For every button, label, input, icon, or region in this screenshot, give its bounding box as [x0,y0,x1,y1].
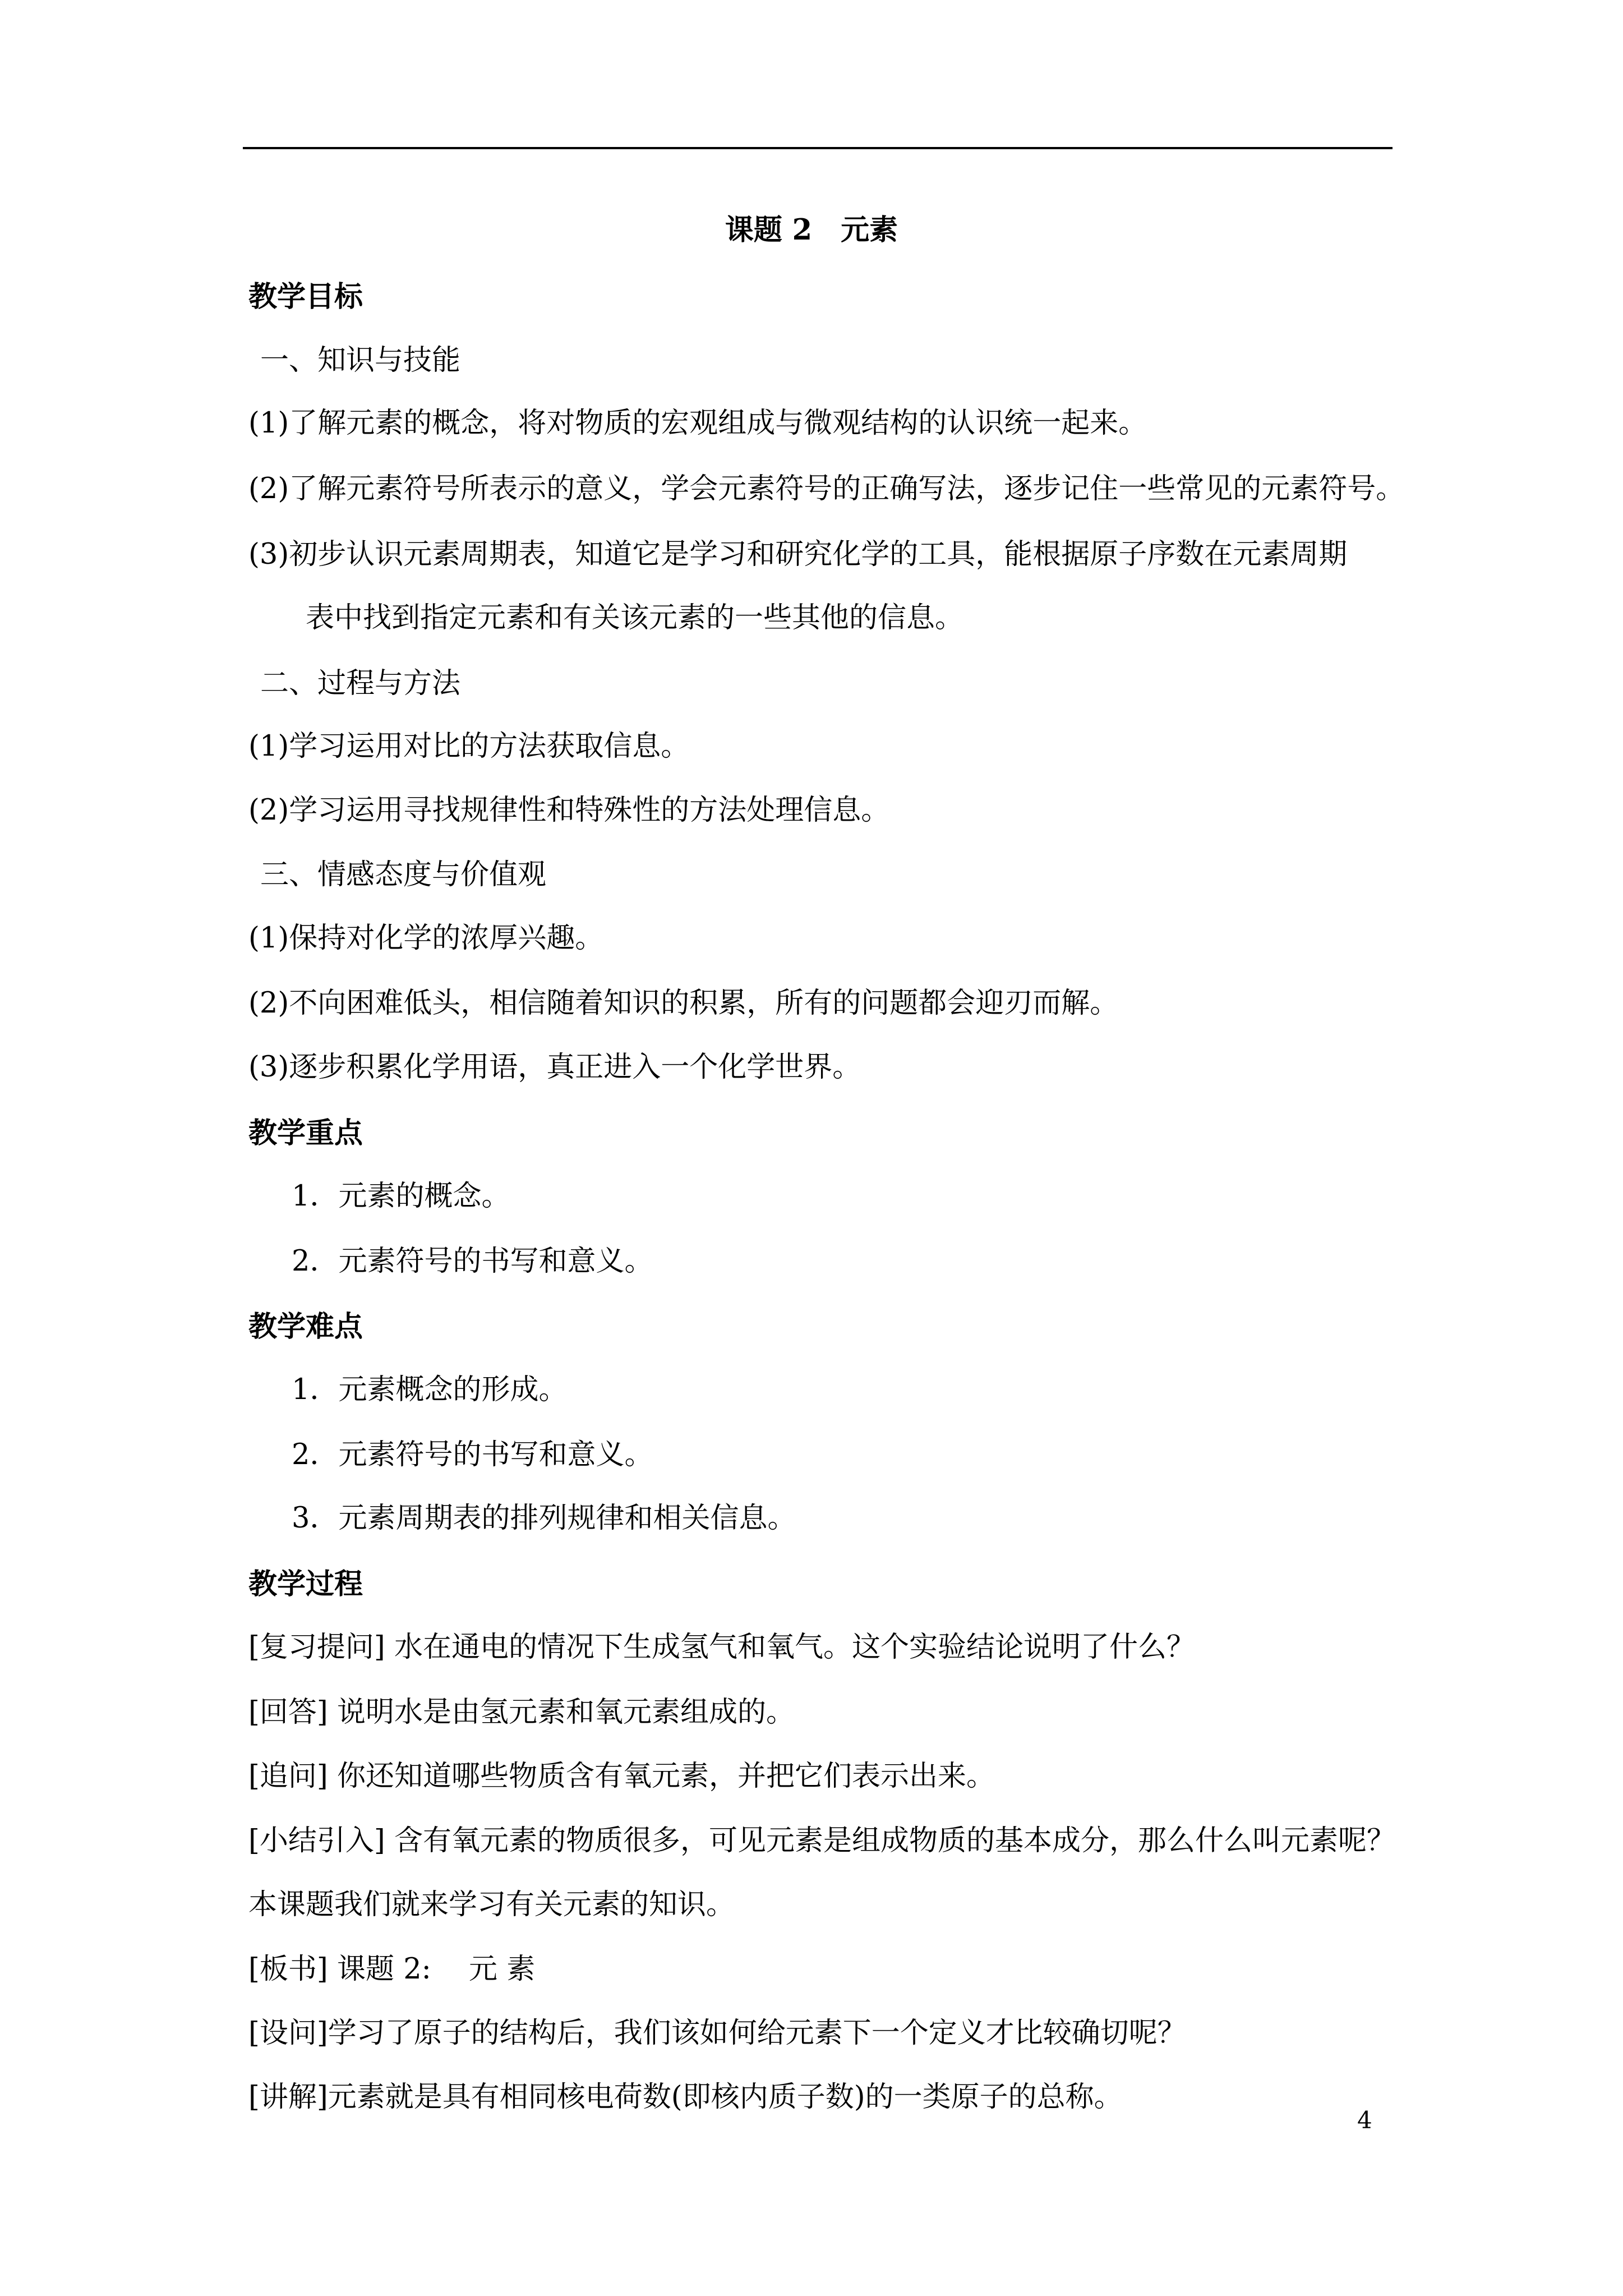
section1-heading: 一、知识与技能 [260,344,461,377]
process-line: [讲解]元素就是具有相同核电荷数(即核内质子数)的一类原子的总称。 [248,2081,1123,2114]
section3-item: (3)逐步积累化学用语，真正进入一个化学世界。 [248,1051,861,1084]
section2-item: (2)学习运用寻找规律性和特殊性的方法处理信息。 [248,794,890,827]
section1-item: 表中找到指定元素和有关该元素的一些其他的信息。 [306,601,964,634]
objectives-heading: 教学目标 [248,280,363,314]
process-line: 本课题我们就来学习有关元素的知识。 [248,1888,735,1921]
difficulties-heading: 教学难点 [248,1310,363,1343]
process-line: [设问]学习了原子的结构后，我们该如何给元素下一个定义才比较确切呢？ [248,2017,1186,2050]
section1-item: (1)了解元素的概念，将对物质的宏观组成与微观结构的认识统一起来。 [248,407,1147,440]
page-number: 4 [1357,2106,1372,2134]
header-rule [243,147,1393,149]
key-point-item: 1．元素的概念。 [292,1180,510,1213]
difficulty-item: 3．元素周期表的排列规律和相关信息。 [292,1502,796,1535]
section1-item: (2)了解元素符号所表示的意义，学会元素符号的正确写法，逐步记住一些常见的元素符号。 [248,472,1405,505]
process-heading: 教学过程 [248,1567,363,1601]
difficulty-item: 1．元素概念的形成。 [292,1373,568,1406]
section3-item: (1)保持对化学的浓厚兴趣。 [248,922,604,955]
key-points-heading: 教学重点 [248,1116,363,1150]
section2-item: (1)学习运用对比的方法获取信息。 [248,730,690,763]
process-line: [追问] 你还知道哪些物质含有氧元素，并把它们表示出来。 [248,1760,995,1793]
section3-item: (2)不向困难低头，相信随着知识的积累，所有的问题都会迎刃而解。 [248,987,1119,1020]
process-line: [复习提问] 水在通电的情况下生成氢气和氧气。这个实验结论说明了什么？ [248,1631,1196,1664]
process-line: [回答] 说明水是由氢元素和氧元素组成的。 [248,1696,795,1729]
page-title: 课题 2 元素 [725,213,898,247]
section2-heading: 二、过程与方法 [260,667,461,700]
section3-heading: 三、情感态度与价值观 [260,858,547,891]
process-line: [小结引入] 含有氧元素的物质很多，可见元素是组成物质的基本成分，那么什么叫元素呢？ [248,1824,1396,1857]
key-point-item: 2．元素符号的书写和意义。 [292,1245,653,1278]
section1-item: (3)初步认识元素周期表，知道它是学习和研究化学的工具，能根据原子序数在元素周期 [248,538,1348,571]
difficulty-item: 2．元素符号的书写和意义。 [292,1438,653,1471]
process-line: [板书] 课题 2: 元 素 [248,1953,536,1986]
